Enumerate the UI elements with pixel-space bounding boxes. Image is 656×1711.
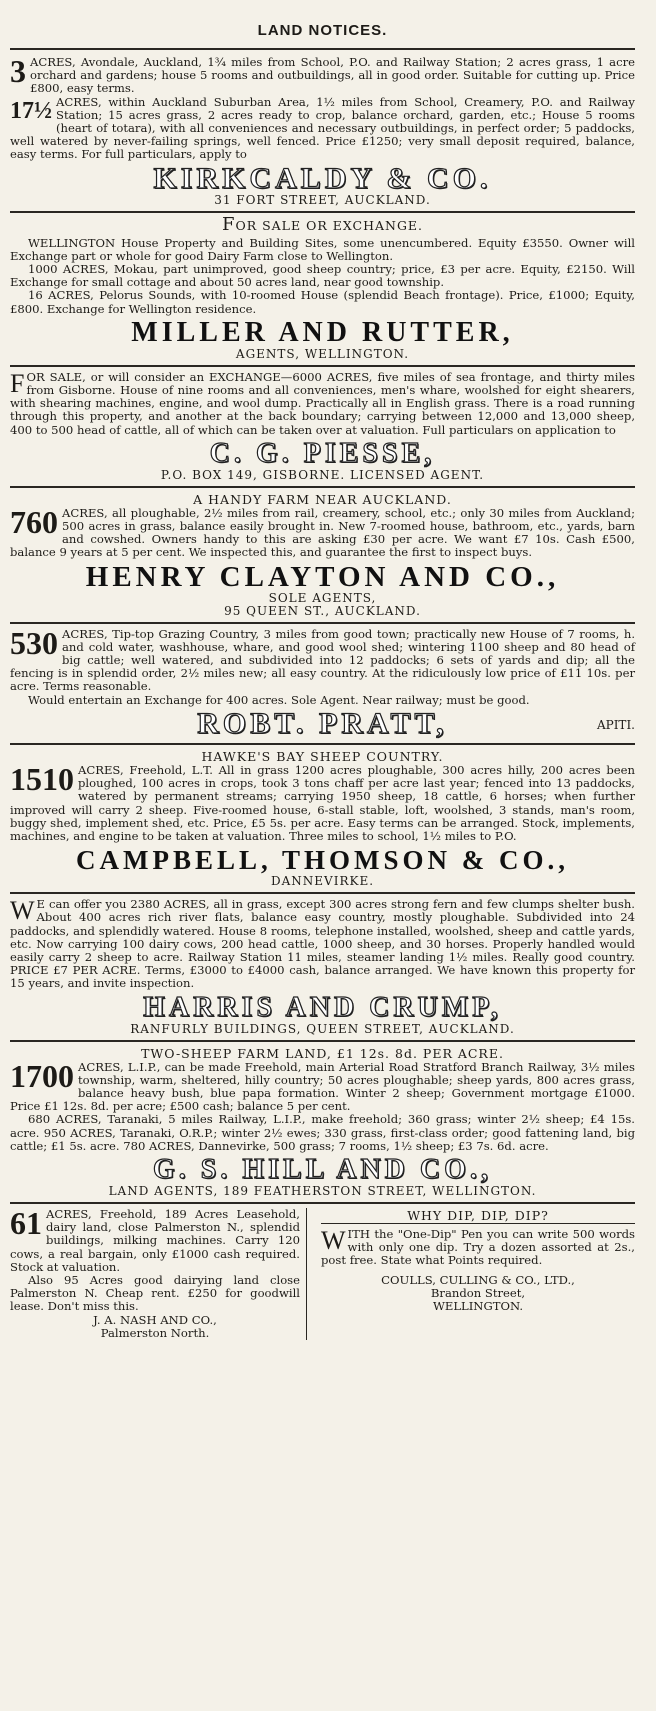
acreage-number: 17½ (10, 97, 52, 124)
bottom-columns (10, 1204, 635, 1340)
ad-heading: FOR SALE OR EXCHANGE. (221, 213, 424, 235)
ad-text: Would entertain an Exchange for 400 acres. Sole Agent. Near railway; must be good. (28, 692, 530, 707)
drop-cap: W (321, 1225, 346, 1255)
firm-city: WELLINGTON. (432, 1298, 524, 1313)
divider (10, 622, 635, 624)
ad-ja-nash (10, 1204, 307, 1340)
divider (10, 1202, 635, 1204)
drop-cap: F (10, 368, 25, 398)
ad-campbell-thomson (10, 749, 635, 888)
firm-address: LAND AGENTS, 189 FEATHERSTON STREET, WELLINGTON. (108, 1183, 537, 1198)
acreage-number: 760 (10, 503, 58, 540)
acreage-number: 1510 (10, 760, 74, 797)
firm-name: HARRIS AND CRUMP, (143, 991, 502, 1023)
firm-name: C. G. PIESSE, (209, 437, 436, 469)
ad-text: ACRES, within Auckland Suburban Area, 1½ miles from School, Creamery, P.O. and Railway Station; 15 acres grass, 2 acres ready to crop, balance orchard, garden, etc.; House 5 rooms (heart of totara), with all conveniences and necessary outbuildings, in perfect order; 5 paddocks, well watered by never-failing springs, well fenced. Price £1250; very small deposit required, balance, easy terms. For full particulars, apply to (10, 94, 635, 162)
divider (10, 211, 635, 213)
ad-text: ACRES, Tip-top Grazing Country, 3 miles from good town; practically new House of 7 rooms, h. and cold water, washhouse, whare, and good wool shed; wintering 1100 sheep and 80 head of big cattle; well watered, and subdivided into 12 paddocks; 6 sets of yards and dip; all the fencing is in splendid order, 2½ miles new; all easy country. At the ridiculously low price of £11 10s. per acre. Terms reasonable. (10, 626, 635, 694)
firm-location: APITI. (596, 717, 635, 732)
firm-subtitle: SOLE AGENTS, (268, 590, 377, 605)
divider (10, 365, 635, 367)
ad-text: ITH the "One-Dip" Pen you can write 500 words with only one dip. Try a dozen assorted at 2s., post free. State what Points required. (321, 1226, 635, 1268)
divider (10, 486, 635, 488)
ad-text: 680 ACRES, Taranaki, 5 miles Railway, L.I.P., make freehold; 360 grass; winter 2½ sheep; £4 15s. acre. 950 ACRES, Taranaki, O.R.P.; winter 2½ ewes; 330 grass, first-class order; good fattening land, big cattle; £1 5s. acre. 780 ACRES, Dannevirke, 500 grass; 7 rooms, 1½ sheep; £3 7s. 6d. acre. (10, 1112, 635, 1153)
ad-coulls-culling (307, 1208, 635, 1340)
ad-robt-pratt (10, 624, 635, 740)
ad-text: Also 95 Acres good dairying land close Palmerston N. Cheap rent. £250 for goodwill lease. Don't miss this. (10, 1272, 300, 1314)
newspaper-page (10, 0, 635, 1711)
divider (10, 743, 635, 745)
page-header: LAND NOTICES. (257, 22, 388, 39)
firm-address: AGENTS, WELLINGTON. (235, 346, 410, 361)
firm-name: HENRY CLAYTON AND CO., (85, 560, 560, 593)
firm-name: CAMPBELL, THOMSON & CO., (75, 845, 570, 876)
ad-heading: A HANDY FARM NEAR AUCKLAND. (193, 491, 452, 507)
ad-text: 1000 ACRES, Mokau, part unimproved, good sheep country; price, £3 per acre. Equity, £2150. Will Exchange for small cottage and about 50 acres land, near good township. (10, 262, 635, 290)
firm-street: Brandon Street, (430, 1285, 526, 1300)
ad-text: ACRES, Freehold, L.T. All in grass 1200 acres ploughable, 300 acres hilly, 200 acres been ploughed, 100 acres in crops, took 3 tons chaff per acre last year; fenced into 13 paddocks, watered by permanent streams; carrying 1950 sheep, 18 cattle, 6 horses; when further improved will carry 2 sheep. Five-roomed house, 6-stall stable, loft, woolshed, 3 stands, man's room, buggy shed, implement shed, etc. Price, £5 5s. per acre. Easy terms can be arranged. Stock, implements, machines, and engine to be taken at valuation. Three miles to school, 1½ miles to P.O. (10, 762, 635, 843)
ad-text: ACRES, Avondale, Auckland, 1¾ miles from School, P.O. and Railway Station; 2 acres grass, 1 acre orchard and gardens; house 5 rooms and outbuildings, all in good order. Suitable for cutting up. Price £800, easy terms. (30, 55, 635, 96)
ad-heading: WHY DIP, DIP, DIP? (321, 1208, 635, 1224)
firm-address: DANNEVIRKE. (270, 874, 375, 889)
firm-address: Palmerston North. (100, 1325, 210, 1340)
ad-miller-rutter (10, 213, 635, 361)
firm-address: 95 QUEEN ST., AUCKLAND. (224, 603, 421, 618)
firm-address: 31 FORT STREET, AUCKLAND. (214, 192, 431, 207)
acreage-number: 61 (10, 1204, 42, 1241)
ad-text: ACRES, all ploughable, 2½ miles from rail, creamery, school, etc.; only 30 miles from Auckland; 500 acres in grass, balance easily brought in. New 7-roomed house, bathroom, etc., yards, barn and cowshed. Owners handy to this are asking £30 per acre. We want £7 10s. Cash £500, balance 9 years at 5 per cent. We inspected this, and guarantee the first to inspect buys. (10, 505, 635, 560)
firm-address: RANFURLY BUILDINGS, QUEEN STREET, AUCKLAND. (130, 1021, 515, 1036)
ad-text: ACRES, Freehold, 189 Acres Leasehold, dairy land, close Palmerston N., splendid buildings, milking machines. Carry 120 cows, a real bargain, only £1000 cash required. Stock at valuation. (10, 1206, 300, 1274)
ad-text: E can offer you 2380 ACRES, all in grass, except 300 acres strong fern and few clumps shelter bush. About 400 acres rich river flats, balance easy country, mostly ploughable. Subdivided into 24 paddocks, and splendidly watered. House 8 rooms, telephone installed, woolshed, sheep and cattle yards, etc. Now carrying 100 dairy cows, 200 head cattle, 1000 sheep, and 30 horses. Properly handled would easily carry 2 sheep to acre. Railway Station 11 miles, steamer landing 1½ miles. Really good country. PRICE £7 PER ACRE. Terms, £3000 to £4000 cash, balance arranged. We have known this property for 15 years, and invite inspection. (10, 897, 635, 991)
divider (10, 1040, 635, 1042)
acreage-number: 1700 (10, 1057, 74, 1094)
ad-text: ACRES, L.I.P., can be made Freehold, main Arterial Road Stratford Branch Railway, 3½ miles township, warm, sheltered, hilly country; 50 acres ploughable; sheep yards, 800 acres grass, balance heavy bush, blue papa formation. Winter 2 sheep; Government mortgage £1000. Price £1 12s. 8d. per acre; £500 cash; balance 5 per cent. (10, 1059, 635, 1114)
acreage-number: 530 (10, 624, 58, 661)
ad-heading: TWO-SHEEP FARM LAND, £1 12s. 8d. PER ACRE. (141, 1045, 504, 1061)
divider (10, 48, 635, 50)
firm-name: ROBT. PRATT, (197, 706, 448, 740)
ad-piesse (10, 368, 635, 482)
firm-address: P.O. BOX 149, GISBORNE. LICENSED AGENT. (160, 467, 485, 482)
ad-heading: HAWKE'S BAY SHEEP COUNTRY. (201, 748, 444, 764)
ad-kirkcaldy (10, 53, 635, 207)
ad-text: WELLINGTON House Property and Building Sites, some unencumbered. Equity £3550. Owner will Exchange part or whole for good Dairy Farm close to Wellington. (10, 235, 635, 263)
firm-name: G. S. HILL AND CO., (153, 1153, 492, 1185)
drop-cap: W (10, 896, 35, 926)
ad-gs-hill (10, 1046, 635, 1198)
acreage-number: 3 (10, 53, 26, 89)
ad-henry-clayton (10, 492, 635, 618)
firm-name: COULLS, CULLING & CO., LTD., (381, 1272, 575, 1287)
divider (10, 892, 635, 894)
firm-name: MILLER AND RUTTER, (131, 316, 514, 348)
ad-text: 16 ACRES, Pelorus Sounds, with 10-roomed House (splendid Beach frontage). Price, £1000; Equity, £800. Exchange for Wellington residence. (10, 288, 635, 316)
ad-harris-crump (10, 898, 635, 1035)
firm-name: J. A. NASH AND CO., (93, 1312, 217, 1327)
ad-text: OR SALE, or will consider an EXCHANGE—6000 ACRES, five miles of sea frontage, and thirty miles from Gisborne. House of nine rooms and all conveniences, men's whare, woolshed for eight shearers, with shearing machines, engine, and wool dump. Practically all in English grass. There is a road running through this property, and another at the back boundary; carrying between 12,000 and 13,000 sheep, 400 to 500 head of cattle, all of which can be taken over at valuation. Full particulars on application to (10, 369, 635, 437)
firm-name: KIRKCALDY & CO. (153, 161, 492, 195)
